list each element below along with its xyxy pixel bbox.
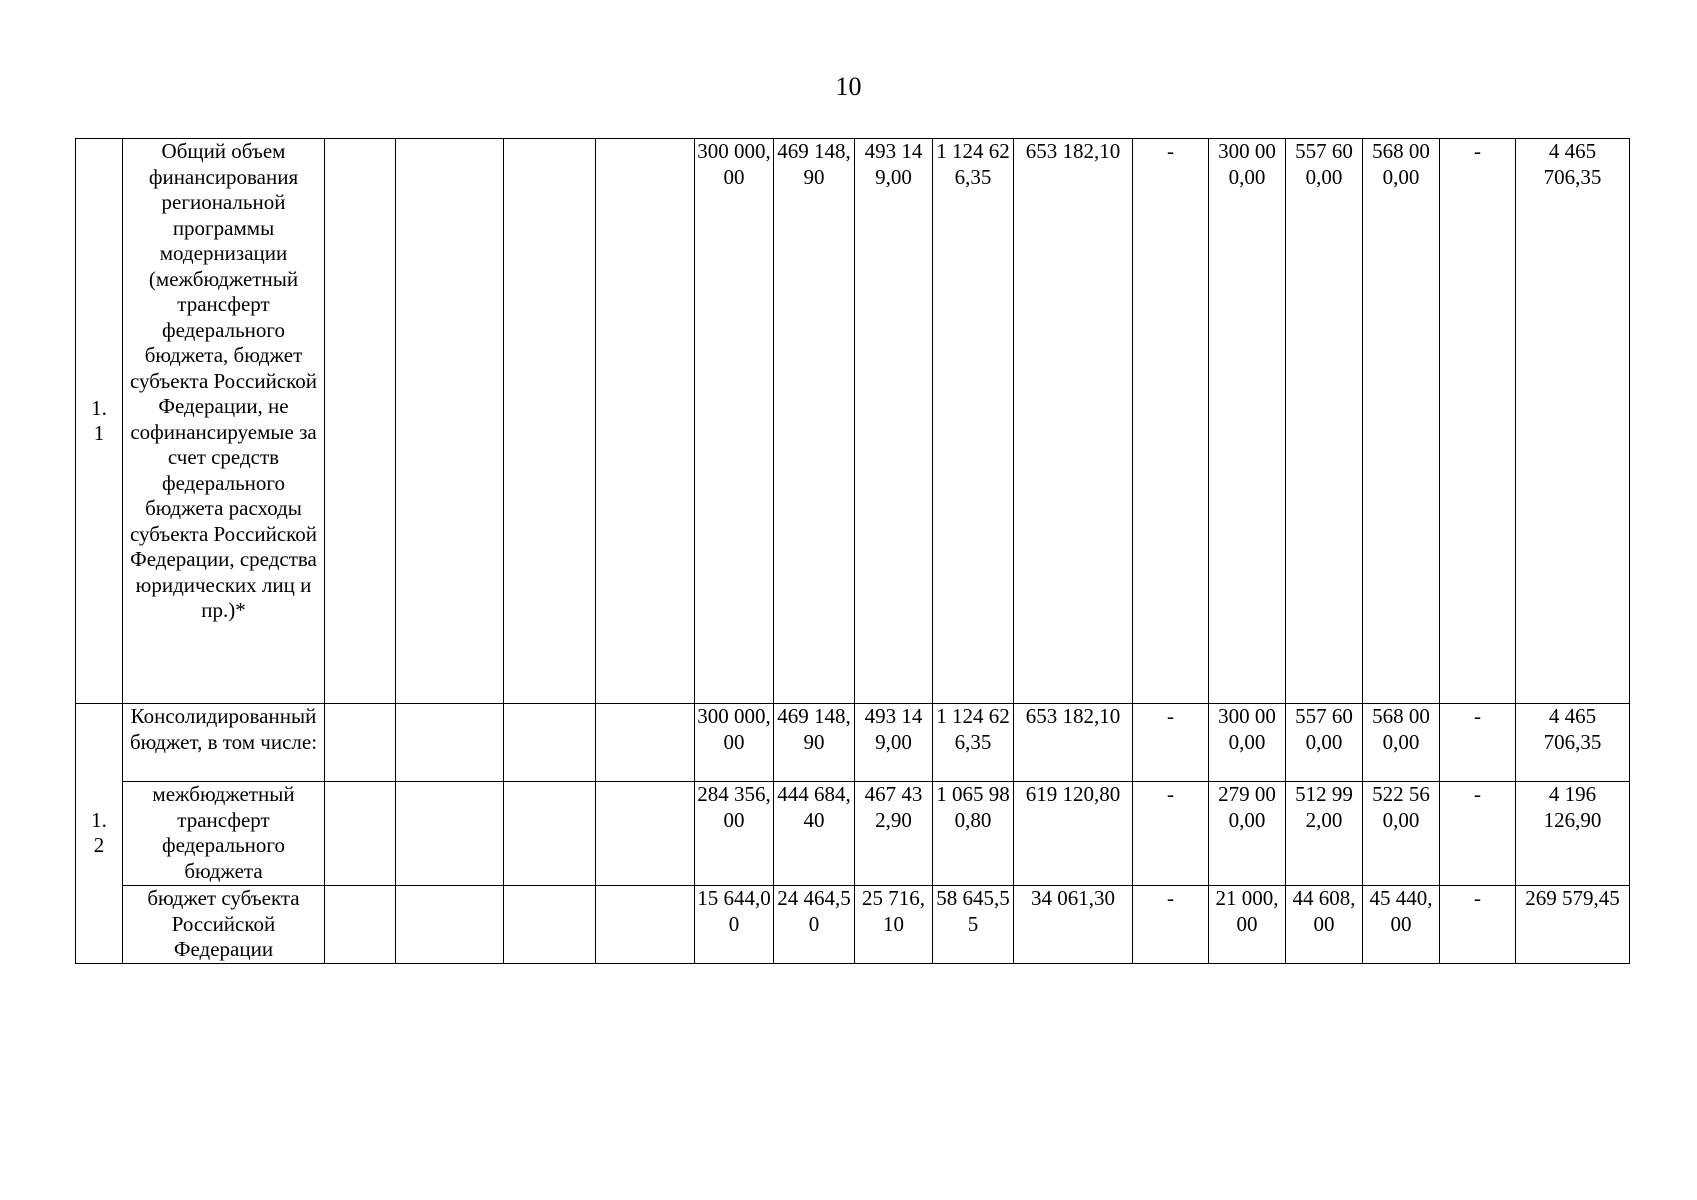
empty-cell — [396, 139, 504, 704]
financing-table — [75, 138, 1630, 964]
row-label: межбюджетный трансферт федерального бюджета — [123, 782, 325, 886]
value-cell: 300 000,00 — [695, 139, 774, 704]
value-cell: 568 000,00 — [1363, 704, 1440, 782]
value-cell: 512 992,00 — [1286, 782, 1363, 886]
value-cell: 300 000,00 — [1209, 704, 1286, 782]
value-cell: - — [1133, 704, 1209, 782]
table-row — [76, 782, 1630, 886]
empty-cell — [396, 886, 504, 964]
value-cell: 4 465 706,35 — [1516, 139, 1630, 704]
empty-cell — [596, 704, 695, 782]
empty-cell — [596, 886, 695, 964]
empty-cell — [504, 704, 596, 782]
value-cell: 493 149,00 — [855, 704, 933, 782]
value-cell: - — [1133, 782, 1209, 886]
value-cell: 4 465 706,35 — [1516, 704, 1630, 782]
page-number: 10 — [835, 72, 862, 101]
value-cell: 493 149,00 — [855, 139, 933, 704]
value-cell: 4 196 126,90 — [1516, 782, 1630, 886]
value-cell: 653 182,10 — [1014, 139, 1133, 704]
value-cell: 619 120,80 — [1014, 782, 1133, 886]
value-cell: 1 124 626,35 — [933, 139, 1014, 704]
empty-cell — [325, 704, 396, 782]
value-cell: 15 644,00 — [695, 886, 774, 964]
empty-cell — [325, 782, 396, 886]
value-cell: 522 560,00 — [1363, 782, 1440, 886]
value-cell: 568 000,00 — [1363, 139, 1440, 704]
value-cell: 269 579,45 — [1516, 886, 1630, 964]
empty-cell — [504, 139, 596, 704]
table-row — [76, 704, 1630, 782]
value-cell: 469 148,90 — [774, 139, 855, 704]
value-cell: 469 148,90 — [774, 704, 855, 782]
empty-cell — [396, 704, 504, 782]
value-cell: 45 440,00 — [1363, 886, 1440, 964]
value-cell: 24 464,50 — [774, 886, 855, 964]
value-cell: 1 065 980,80 — [933, 782, 1014, 886]
value-cell: 300 000,00 — [1209, 139, 1286, 704]
value-cell: - — [1440, 139, 1516, 704]
value-cell: 1 124 626,35 — [933, 704, 1014, 782]
empty-cell — [396, 782, 504, 886]
table-row — [76, 139, 1630, 704]
empty-cell — [504, 886, 596, 964]
row-label: бюджет субъекта Российской Федерации — [123, 886, 325, 964]
value-cell: 444 684,40 — [774, 782, 855, 886]
value-cell: 21 000,00 — [1209, 886, 1286, 964]
empty-cell — [325, 139, 396, 704]
value-cell: 300 000,00 — [695, 704, 774, 782]
row-label: Консолидированный бюджет, в том числе: — [123, 704, 325, 782]
value-cell: - — [1440, 886, 1516, 964]
table-row — [76, 886, 1630, 964]
value-cell: 44 608,00 — [1286, 886, 1363, 964]
row-label: Общий объем финансирования региональной программы модернизации (межбюджетный трансферт федерального бюджета, бюджет субъекта Российской Федерации, не софинансируемые за счет средств федерального бюджета расходы субъекта Российской Федерации, средства юридических лиц и пр.)* — [123, 139, 325, 704]
value-cell: 653 182,10 — [1014, 704, 1133, 782]
empty-cell — [504, 782, 596, 886]
value-cell: 557 600,00 — [1286, 704, 1363, 782]
value-cell: 279 000,00 — [1209, 782, 1286, 886]
value-cell: - — [1133, 886, 1209, 964]
value-cell: 34 061,30 — [1014, 886, 1133, 964]
row-index: 1. 2 — [76, 704, 123, 964]
value-cell: - — [1440, 782, 1516, 886]
value-cell: 557 600,00 — [1286, 139, 1363, 704]
empty-cell — [596, 139, 695, 704]
value-cell: 58 645,55 — [933, 886, 1014, 964]
value-cell: 25 716,10 — [855, 886, 933, 964]
empty-cell — [596, 782, 695, 886]
empty-cell — [325, 886, 396, 964]
value-cell: 284 356,00 — [695, 782, 774, 886]
value-cell: 467 432,90 — [855, 782, 933, 886]
value-cell: - — [1440, 704, 1516, 782]
value-cell: - — [1133, 139, 1209, 704]
row-index: 1. 1 — [76, 139, 123, 704]
